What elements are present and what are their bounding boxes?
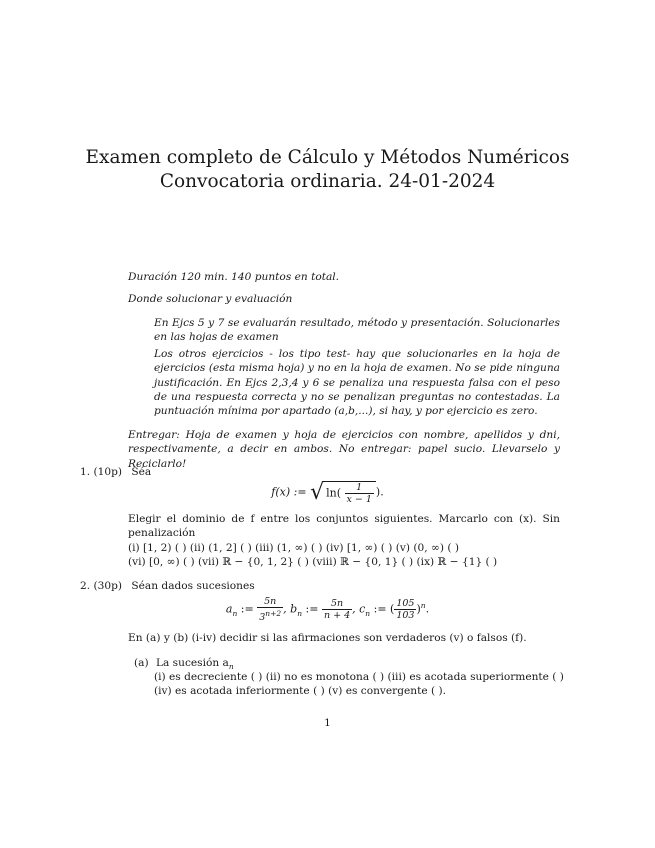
title-line-2: Convocatoria ordinaria. 24-01-2024 [159, 171, 496, 192]
exercise-2-lead: Séan dados sucesiones [131, 580, 255, 592]
exercise-2-formula: $a_n$ := $\frac{5n}{3^{n+2}}$ , $b_n$ := $\frac{5n}{n + 4}$ , $c_n$ := ( $\frac{105}{103}$ )$^n$. [225, 596, 430, 624]
exam-title [0, 146, 655, 194]
exercise-1-points: (10p) [93, 466, 123, 478]
title-line-1: Examen completo de Cálculo y Métodos Numéricos [85, 147, 570, 168]
exercise-1-instruction: Elegir el dominio de f entre los conjuntos siguientes. Marcarlo con (x). Sin penalización [128, 513, 560, 540]
instructions-paragraph-2: Los otros ejercicios - los tipo test- hay que solucionarles en la hoja de ejercicios (esta misma hoja) y no en la hoja de examen. No se pide ninguna justificación. En Ejcs 2,3,4 y 6 se penaliza una respuesta falsa con el peso de una respuesta correcta y no se penalizan preguntas no contestadas. La puntuación mínima por apartado (a,b,...), si hay, y por ejercicio es zero. [154, 348, 560, 418]
page-number: 1 [324, 717, 331, 729]
exercise-2-points: (30p) [93, 580, 123, 592]
instructions-paragraph-1: En Ejcs 5 y 7 se evaluarán resultado, método y presentación. Solucionarles en las hojas de examen [154, 317, 560, 344]
exercise-1-options-2: (vi) [0, ∞) ( ) (vii) ℝ − {0, 1, 2} ( ) (viii) ℝ − {0, 1} ( ) (ix) ℝ − {1} ( ) [128, 556, 498, 568]
exercise-1-lead: Séa [131, 466, 152, 478]
exercise-2-part-a: (a) La sucesión $a_n$ [134, 657, 234, 672]
fraction: $\frac{5n}{n + 4}$ [323, 598, 351, 622]
part-a-options-1: (i) es decreciente ( ) (ii) no es monotona ( ) (iii) es acotada superiormente ( ) [154, 671, 564, 683]
exercise-1-options-1: (i) [1, 2) ( ) (ii) (1, 2] ( ) (iii) (1, ∞) ( ) (iv) [1, ∞) ( ) (v) (0, ∞) ( ) [128, 542, 459, 554]
where-heading: Donde solucionar y evaluación [128, 293, 293, 305]
part-a-label: (a) [134, 657, 149, 669]
sqrt-body: ln( $\frac{1}{x - 1}$ [324, 481, 376, 505]
duration-text: Duración 120 min. 140 puntos en total. [128, 271, 340, 283]
exercise-1-number: 1. [80, 466, 91, 478]
exercise-1-formula: f(x) := √ ln( $\frac{1}{x - 1}$ ). [271, 480, 384, 505]
exercise-2-header [80, 579, 255, 593]
fraction: $\frac{105}{103}$ [396, 598, 415, 622]
exercise-2-number: 2. [80, 580, 91, 592]
delivery-instructions: Entregar: Hoja de examen y hoja de ejercicios con nombre, apellidos y dni, respectivamente, a decir en ambos. No entregar: papel sucio. Llevarselo y Reciclarlo! [128, 429, 560, 470]
exercise-1-header [80, 465, 151, 479]
part-a-options-2: (iv) es acotada inferiormente ( ) (v) es convergente ( ). [154, 685, 446, 697]
fraction: $\frac{1}{x - 1}$ [346, 481, 372, 505]
fraction: $\frac{5n}{3^{n+2}}$ [259, 596, 282, 624]
exercise-2-instruction: En (a) y (b) (i-iv) decidir si las afirmaciones son verdaderos (v) o falsos (f). [128, 632, 527, 644]
sqrt-symbol: √ [310, 480, 325, 505]
